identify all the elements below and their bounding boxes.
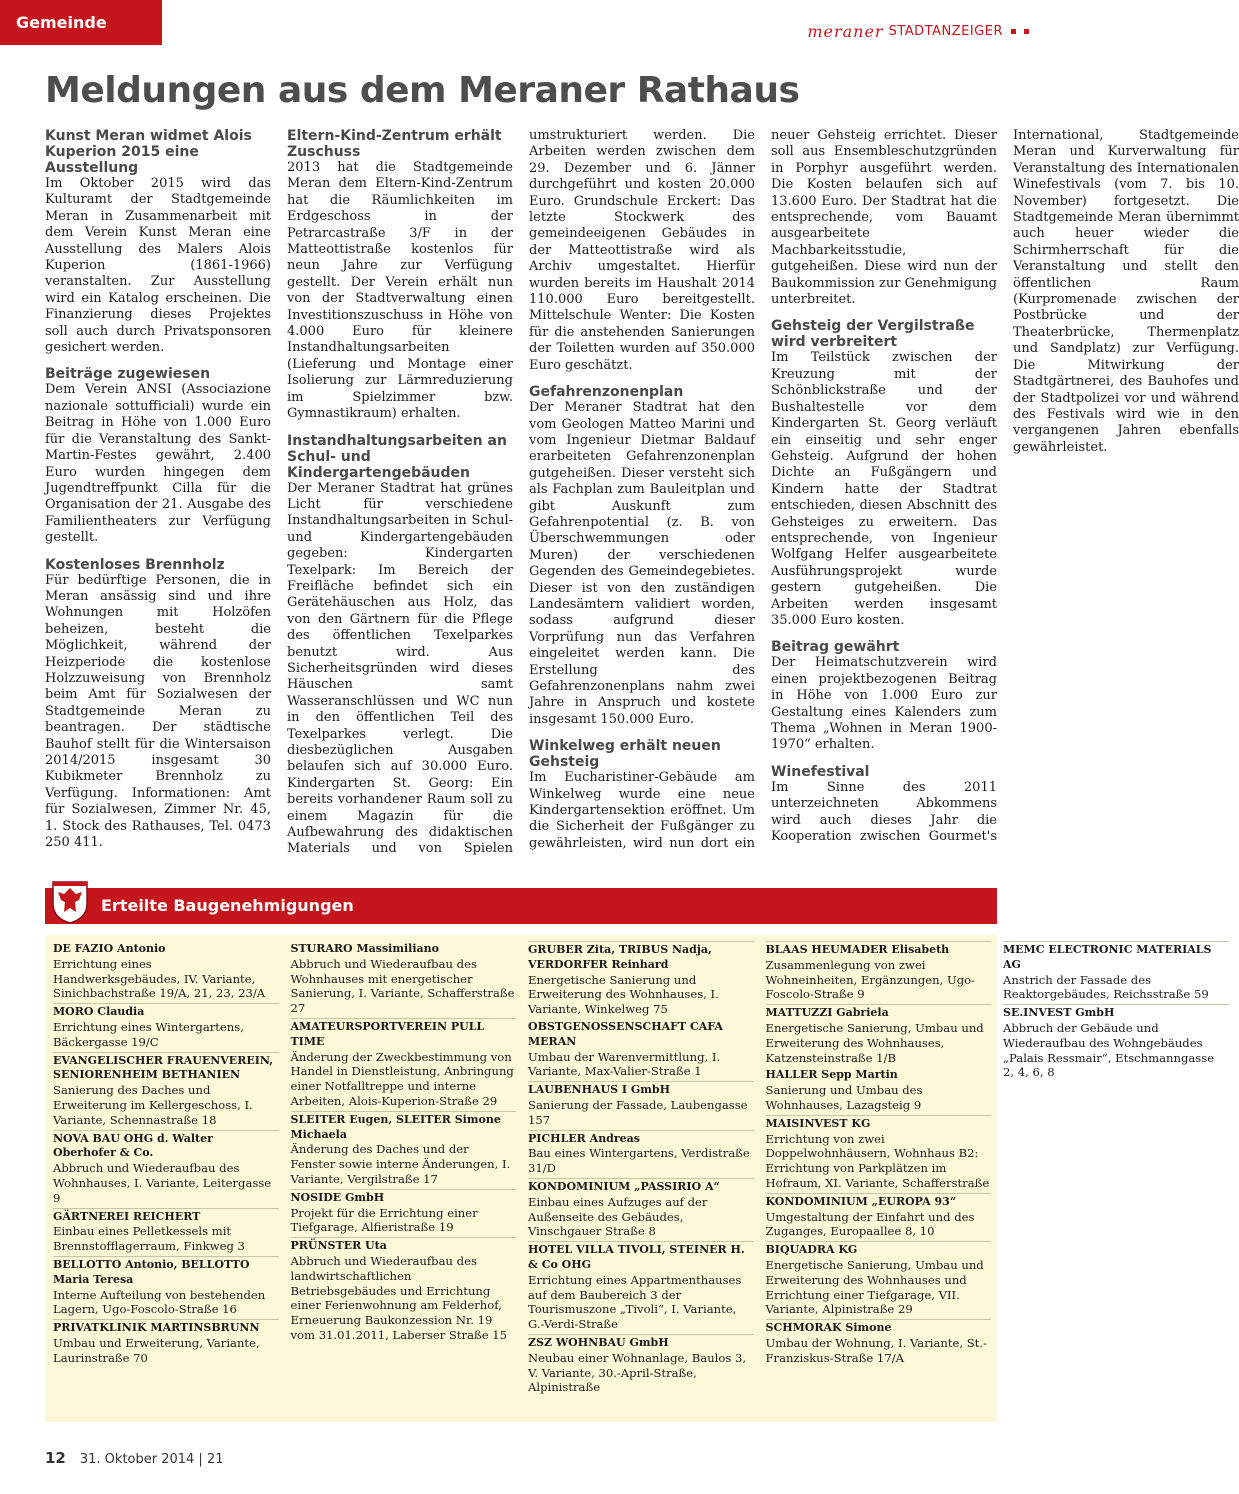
- permit-description: Abbruch und Wiederaufbau des Wohnhauses mit energetischer Sanierung, I. Variante, Schafferstraße 27: [290, 956, 515, 1016]
- permit-entry: [766, 1193, 992, 1241]
- article-body: Der Meraner Stadtrat hat grünes Licht für verschiedene Instandhaltungsarbeiten in Schul- und Kindergartengebäuden gegeben: Kindergarten Texelpark: Im Bereich der Freifläche befindet sich ein Gerätehäuschen aus Holz, das von den Gärtnern für die Pflege des öffentlichen Texelparkes benutzt wird. Aus Sicherheitsgründen wird dieses Häuschen samt Wasseranschlüssen und WC nun in den öffentlichen Teil des Texelparkes verlegt. Die diesbezüglichen Ausgaben belaufen sich auf 30.000 Euro. Kindergarten St. Georg: Ein bereits vorhandener Raum soll zu einem Magazin für die Aufbewahrung des didaktischen Materials und von Spielen umstrukturiert werden. Die Arbeiten werden zwischen dem 29. Dezember und 6. Jänner durchgeführt und kosten 20.000 Euro. Grundschule Erckert: Das letzte Stockwerk des gemeindeeigenen Gebäudes in der Matteottistraße wird als Archiv umgestaltet. Hierfür wurden bereits im Haushalt 2014 110.000 Euro bereitgestellt. Mittelschule Wenter: Die Kosten für die anstehenden Sanierungen der Toiletten wurden auf 350.000 Euro geschätzt.: [287, 128, 755, 857]
- permit-entry: [528, 1130, 754, 1178]
- article: [529, 384, 755, 728]
- permit-entry: [291, 1237, 517, 1345]
- article-body: Im Teilstück zwischen der Kreuzung mit der Schönblickstraße und der Bushaltestelle vor dem Kindergarten St. Georg verläuft ein einseitig und sehr enger Gehsteig. Aufgrund der hohen Dichte an Fußgängern und Kindern hatte der Stadtrat entschieden, diesen Abschnitt des Gehsteiges zu erweitern. Das entsprechende, von Ingenieur Wolfgang Helfer ausgearbeitete Ausführungsprojekt wurde gestern gutgeheißen. Die Arbeiten werden insgesamt 35.000 Euro kosten.: [771, 350, 997, 628]
- permit-applicant: PRIVATKLINIK MARTINSBRUNN: [53, 1321, 260, 1335]
- permit-applicant: GÄRTNEREI REICHERT: [53, 1209, 201, 1223]
- permit-entry: [528, 1178, 754, 1241]
- permit-description: Einbau eines Pelletkessels mit Brennstofflagerraum, Finkweg 3: [53, 1224, 245, 1254]
- merano-crest-icon: [50, 880, 90, 924]
- permit-applicant: EVANGELISCHER FRAUENVEREIN, SENIORENHEIM BETHANIEN: [53, 1053, 274, 1082]
- permit-description: Interne Aufteilung von bestehenden Lagern, Ugo-Foscolo-Straße 16: [53, 1287, 266, 1317]
- article-title: Kostenloses Brennholz: [45, 556, 225, 573]
- article-title: Beiträge zugewiesen: [45, 366, 211, 383]
- permit-applicant: BELLOTTO Antonio, BELLOTTO Maria Teresa: [53, 1257, 250, 1286]
- permit-entry: [766, 1004, 992, 1067]
- article-title: Winkelweg erhält neuen Gehsteig: [529, 738, 721, 771]
- article-body: Der Heimatschutzverein wird einen projektbezogenen Beitrag in Höhe von 1.000 Euro zur Gestaltung eines Kalenders zum Thema „Wohnen in Meran 1900-1970“ erhalten.: [771, 655, 997, 753]
- masthead-logo: [807, 22, 1029, 41]
- article-title: Eltern-Kind-Zentrum erhält Zuschuss: [287, 128, 502, 160]
- permit-entry: [528, 1081, 754, 1129]
- permit-description: Errichtung eines Appartmenthauses auf dem Baubereich 3 der Tourismuszone „Tivoli“, I. Variante, G.-Verdi-Straße: [528, 1272, 742, 1332]
- permit-applicant: PICHLER Andreas: [528, 1131, 640, 1145]
- article-body: Im Eucharistiner-Gebäude am Winkelweg wurde eine neue Kindergartensektion eröffnet. Um die Sicherheit der Fußgänger zu gewährleisten, wird nun dort ein neuer Gehsteig errichtet. Dieser soll aus Ensembleschutzgründen in Porphyr ausgeführt werden. Die Kosten belaufen sich auf 13.600 Euro. Der Stadtrat hat die entsprechende, vom Bauamt ausgearbeitete Machbarkeitsstudie, gutgeheißen. Diese wird nun der Baukommission zur Genehmigung unterbreitet.: [529, 128, 997, 851]
- permit-entry: [766, 1115, 992, 1193]
- masthead-square-icon: [1024, 29, 1029, 34]
- permit-description: Änderung der Zweckbestimmung von Handel in Dienstleistung, Anbringung einer Notfalltreppe und interne Arbeiten, Alois-Kuperion-Straße 29: [290, 1049, 514, 1108]
- permit-applicant: SLEITER Eugen, SLEITER Simone Michaela: [290, 1112, 501, 1141]
- permit-applicant: BIQUADRA KG: [765, 1243, 858, 1257]
- page-number: 12: [45, 1449, 66, 1467]
- permit-description: Sanierung des Daches und Erweiterung im Kellergeschoss, I. Variante, Schennastraße 18: [53, 1083, 253, 1127]
- page-headline: Meldungen aus dem Meraner Rathaus: [45, 70, 800, 111]
- permits-title: Erteilte Baugenehmigungen: [101, 896, 354, 915]
- permit-description: Projekt für die Errichtung einer Tiefgarage, Alfieristraße 19: [290, 1205, 478, 1235]
- permit-applicant: DE FAZIO Antonio: [53, 942, 166, 955]
- permit-entry: [528, 1241, 754, 1334]
- article-title: Instandhaltungsarbeiten an Schul- und Kindergartengebäuden: [287, 432, 507, 481]
- permit-applicant: HALLER Sepp Martin: [765, 1068, 898, 1082]
- article-title: Winefestival: [771, 763, 870, 780]
- masthead-part1: meraner: [807, 22, 884, 41]
- permit-entry: [53, 941, 279, 1003]
- permit-description: Umbau der Warenvermittlung, I. Variante, Max-Valier-Straße 1: [528, 1049, 721, 1079]
- permit-applicant: KONDOMINIUM „PASSIRIO A“: [528, 1179, 720, 1193]
- permit-applicant: AMATEURSPORTVEREIN PULL TIME: [290, 1019, 485, 1048]
- permit-applicant: MATTUZZI Gabriela: [765, 1006, 889, 1020]
- masthead-part2: STADTANZEIGER: [888, 24, 1003, 39]
- permit-applicant: NOVA BAU OHG d. Walter Oberhofer & Co.: [53, 1131, 213, 1160]
- issue-date: 31. Oktober 2014 | 21: [79, 1452, 224, 1467]
- permit-entry: [1003, 941, 1229, 1004]
- permit-description: Abbruch und Wiederaufbau des Wohnhauses, I. Variante, Leitergasse 9: [53, 1161, 272, 1205]
- permit-description: Energetische Sanierung, Umbau und Erweiterung des Wohnhauses und Errichtung einer Tiefgarage, VII. Variante, Alpinistraße 29: [765, 1257, 984, 1317]
- permit-entry: [766, 941, 992, 1004]
- permit-description: Umbau der Wohnung, I. Variante, St.-Franziskus-Straße 17/A: [765, 1335, 987, 1365]
- article-title: Kunst Meran widmet Alois Kuperion 2015 eine Ausstellung: [45, 128, 252, 176]
- permit-entry: [291, 1189, 517, 1237]
- permit-entry: [291, 1018, 517, 1111]
- permit-entry: [53, 1319, 279, 1367]
- permit-entry: [53, 1208, 279, 1256]
- permit-description: Zusammenlegung von zwei Wohneinheiten, Ergänzungen, Ugo-Foscolo-Straße 9: [765, 957, 976, 1002]
- permit-description: Errichtung eines Handwerksgebäudes, IV. Variante, Sinichbachstraße 19/A, 21, 23, 23/A: [53, 956, 266, 1001]
- article: [45, 366, 271, 546]
- permit-description: Errichtung von zwei Doppelwohnhäusern, Wohnhaus B2: Errichtung von Parkplätzen im Hofraum, XI. Variante, Schafferstraße: [765, 1131, 990, 1190]
- permit-entry: [766, 1067, 992, 1114]
- permit-description: Umgestaltung der Einfahrt und des Zuganges, Europaallee 8, 10: [765, 1209, 975, 1239]
- permit-description: Abbruch und Wiederaufbau des landwirtschaftlichen Betriebsgebäudes und Errichtung einer Ferienwohnung am Felderhof, Erneuerung Baukonzession Nr. 19 vom 31.01.2011, Laberser Straße 15: [290, 1253, 508, 1342]
- permit-description: Errichtung eines Wintergartens, Bäckergasse 19/C: [53, 1019, 244, 1049]
- article: [45, 128, 271, 356]
- permits-list: [45, 935, 1215, 1422]
- article: [45, 557, 271, 852]
- permit-description: Einbau eines Aufzuges auf der Außenseite des Gebäudes, Vinschgauer Straße 8: [528, 1194, 708, 1239]
- article-title: Gehsteig der Vergilstraße wird verbreitert: [771, 318, 975, 351]
- permit-description: Änderung des Daches und der Fenster sowie interne Änderungen, I. Variante, Vergilstraße 17: [290, 1142, 511, 1186]
- permit-description: Abbruch der Gebäude und Wiederaufbau des Wohngebäudes „Palais Ressmair“, Etschmanngasse 2, 4, 6, 8: [1003, 1020, 1215, 1080]
- permit-description: Bau eines Wintergartens, Verdistraße 31/D: [528, 1146, 750, 1176]
- permit-entry: [766, 1319, 992, 1367]
- permit-entry: [53, 1256, 279, 1319]
- permit-description: Energetische Sanierung, Umbau und Erweiterung des Wohnhauses, Katzensteinstraße 1/B: [765, 1020, 984, 1065]
- article-title: Beitrag gewährt: [771, 639, 900, 656]
- permit-entry: [291, 1111, 517, 1189]
- masthead-square-icon: [1011, 29, 1016, 34]
- articles-columns: [45, 128, 1239, 858]
- permit-entry: [1003, 1004, 1229, 1082]
- article: [771, 639, 997, 753]
- permit-applicant: KONDOMINIUM „EUROPA 93“: [765, 1194, 957, 1208]
- article-body: Für bedürftige Personen, die in Meran ansässig sind und ihre Wohnungen mit Holzöfen beheizen, besteht die Möglichkeit, während der Heizperiode die kostenlose Holzzuweisung von Brennholz beim Amt für Sozialwesen der Stadtgemeinde Meran zu beantragen. Der städtische Bauhof stellt für die Wintersaison 2014/2015 insgesamt 30 Kubikmeter Brennholz zu Verfügung. Informationen: Amt für Sozialwesen, Zimmer Nr. 45, 1. Stock des Rathauses, Tel. 0473 250 411.: [45, 572, 271, 851]
- permit-applicant: BLAAS HEUMADER Elisabeth: [765, 943, 950, 956]
- article-body: Im Oktober 2015 wird das Kulturamt der Stadtgemeinde Meran in Zusammenarbeit mit dem Verein Kunst Meran eine Ausstellung des Malers Alois Kuperion (1861-1966) veranstalten. Zur Ausstellung wird ein Katalog erscheinen. Die Finanzierung dieses Projektes soll auch durch Privatsponsoren gesichert werden.: [45, 176, 271, 356]
- permit-description: Energetische Sanierung und Erweiterung des Wohnhauses, I. Variante, Winkelweg 75: [528, 972, 719, 1017]
- permit-entry: [53, 1003, 279, 1051]
- permit-entry: [766, 1241, 992, 1319]
- permit-applicant: LAUBENHAUS I GmbH: [528, 1083, 670, 1097]
- article-body: Dem Verein ANSI (Associazione nazionale sottufficiali) wurde ein Beitrag in Höhe von 1.000 Euro für die Veranstaltung des Sankt-Martin-Festes gewährt, 2.400 Euro wurden hingegen dem Jugendtreffpunkt Cilla für die Organisation der 21. Ausgabe des Familientheaters zur Verfügung gestellt.: [45, 382, 271, 546]
- permits-header: [45, 888, 997, 924]
- permit-applicant: MORO Claudia: [53, 1005, 145, 1019]
- permit-applicant: ZSZ WOHNBAU GmbH: [528, 1335, 669, 1349]
- permit-applicant: MAISINVEST KG: [765, 1116, 871, 1130]
- section-label: Gemeinde: [0, 0, 162, 45]
- article-title: Gefahrenzonenplan: [529, 384, 684, 401]
- permit-applicant: SE.INVEST GmbH: [1003, 1006, 1115, 1020]
- article-body: 2013 hat die Stadtgemeinde Meran dem Eltern-Kind-Zentrum hat die Räumlichkeiten im Erdgeschoss in der Petrarcastraße 3/F in der Matteottistraße kostenlos für neun Jahre zur Verfügung gestellt. Der Verein erhält nun von der Stadtverwaltung einen Investitionszuschuss in Höhe von 4.000 Euro für kleinere Instandhaltungsarbeiten (Lieferung und Montage einer Isolierung zur Lärmreduzierung im Spielzimmer bzw. Gymnastikraum) erhalten.: [287, 160, 513, 422]
- permit-applicant: HOTEL VILLA TIVOLI, STEINER H. & Co OHG: [528, 1243, 745, 1271]
- permit-applicant: GRUBER Zita, TRIBUS Nadja, VERDORFER Reinhard: [528, 943, 712, 971]
- permit-entry: [528, 941, 754, 1019]
- article: [771, 318, 997, 629]
- permit-applicant: NOSIDE GmbH: [290, 1190, 385, 1204]
- permit-applicant: SCHMORAK Simone: [765, 1321, 892, 1335]
- permit-description: Neubau einer Wohnanlage, Baulos 3, V. Variante, 30.-April-Straße, Alpinistraße: [528, 1350, 747, 1395]
- article-body: Im Sinne des 2011 unterzeichneten Abkommens wird auch dieses Jahr die Kooperation zwischen Gourmet's International, Stadtgemeinde Meran und Kurverwaltung für Veranstaltung des Internationalen Winefestivals (vom 7. bis 10. November) fortgesetzt. Die Stadtgemeinde Meran übernimmt auch heuer wieder die Schirmherrschaft für die Veranstaltung und stellt den öffentlichen Raum (Kurpromenade zwischen der Postbrücke und der Theaterbrücke, Thermenplatz und Sandplatz) zur Verfügung. Die Mitwirkung der Stadtgärtnerei, des Bauhofes und der Stadtpolizei vor und während des Festivals wird wie in den vergangenen Jahren ebenfalls gewährleistet.: [771, 128, 1239, 845]
- permit-entry: [53, 1052, 279, 1130]
- permit-applicant: STURARO Massimiliano: [290, 942, 439, 955]
- page-footer: [45, 1449, 224, 1467]
- permit-applicant: PRÜNSTER Uta: [290, 1239, 387, 1253]
- permit-applicant: MEMC ELECTRONIC MATERIALS AG: [1003, 943, 1212, 971]
- article-body: Der Meraner Stadtrat hat den vom Geologen Matteo Marini und vom Ingenieur Dietmar Baldauf erarbeiteten Gefahrenzonenplan gutgeheißen. Dieser versteht sich als Fachplan zum Bauleitplan und gibt Auskunft zum Gefahrenpotential (z. B. von Überschwemmungen oder Muren) der verschiedenen Gegenden des Gemeindegebietes. Dieser ist von den zuständigen Landesämtern validiert worden, sodass aufgrund dieser Vorprüfung nun das Verfahren eingeleitet werden kann. Die Erstellung des Gefahrenzonenplans nahm zwei Jahre in Anspruch und kostete insgesamt 150.000 Euro.: [529, 400, 755, 727]
- permit-description: Sanierung und Umbau des Wohnhauses, Lazagsteig 9: [765, 1083, 923, 1112]
- article: [287, 128, 513, 423]
- permit-entry: [528, 1334, 754, 1397]
- permit-description: Umbau und Erweiterung, Variante, Laurinstraße 70: [53, 1335, 260, 1365]
- permit-description: Anstrich der Fassade des Reaktorgebäudes, Reichsstraße 59: [1003, 972, 1209, 1002]
- permit-description: Sanierung der Fassade, Laubengasse 157: [528, 1097, 748, 1127]
- permit-entry: [528, 1019, 754, 1081]
- permit-applicant: OBSTGENOSSENSCHAFT CAFA MERAN: [528, 1019, 723, 1048]
- permit-entry: [53, 1130, 279, 1208]
- permit-entry: [291, 941, 517, 1018]
